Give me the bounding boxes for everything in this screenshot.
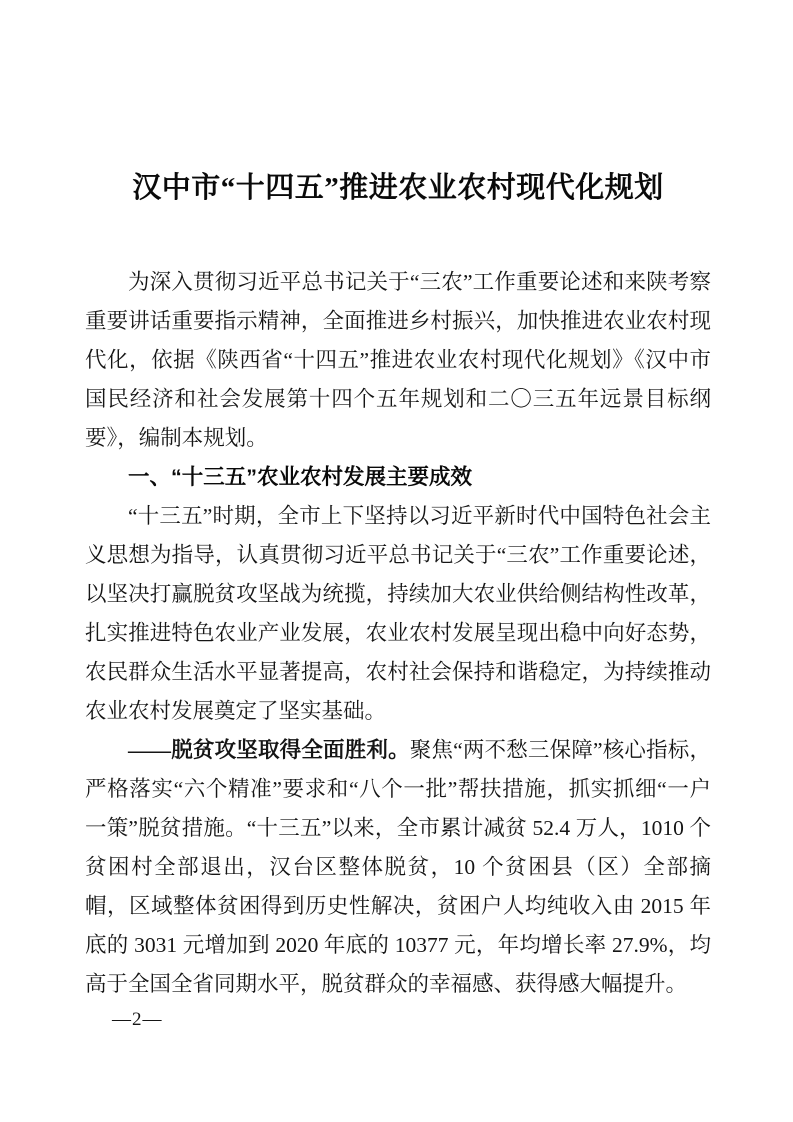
document-body [85, 263, 711, 1004]
section-1-paragraph-1: “十三五”时期，全市上下坚持以习近平新时代中国特色社会主义思想为指导，认真贯彻习近平总书记关于“三农”工作重要论述，以坚决打赢脱贫攻坚战为统揽，持续加大农业供给侧结构性改革，扎实推进特色农业产业发展，农业农村发展呈现出稳中向好态势，农民群众生活水平显著提高，农村社会保持和谐稳定，为持续推动农业农村发展奠定了坚实基础。 [85, 504, 711, 723]
document-content [85, 0, 711, 1004]
section-1-paragraph-2 [85, 731, 711, 1004]
paragraph-2-body-text: 聚焦“两不愁三保障”核心指标，严格落实“六个精准”要求和“八个一批”帮扶措施，抓实抓细“一户一策”脱贫措施。“十三五”以来，全市累计减贫 52.4 万人，1010 个贫困村全部退出，汉台区整体脱贫，10 个贫困县（区）全部摘帽，区域整体贫困得到历史性解决，贫困户人均纯收入由 2015 年底的 3031 元增加到 2020 年底的 10377 元，年均增长率 27.9%，均高于全国全省同期水平，脱贫群众的幸福感、获得感大幅提升。 [85, 738, 711, 996]
intro-paragraph: 为深入贯彻习近平总书记关于“三农”工作重要论述和来陕考察重要讲话重要指示精神，全面推进乡村振兴，加快推进农业农村现代化，依据《陕西省“十四五”推进农业农村现代化规划》《汉中市国民经济和社会发展第十四个五年规划和二〇三五年远景目标纲要》，编制本规划。 [85, 270, 711, 450]
section-1-heading: 一、“十三五”农业农村发展主要成效 [128, 465, 473, 489]
document-title: 汉中市“十四五”推进农业农村现代化规划 [132, 172, 664, 204]
page-number: —2— [112, 1009, 163, 1030]
paragraph-2-lead-in: ——脱贫攻坚取得全面胜利。 [128, 738, 410, 762]
